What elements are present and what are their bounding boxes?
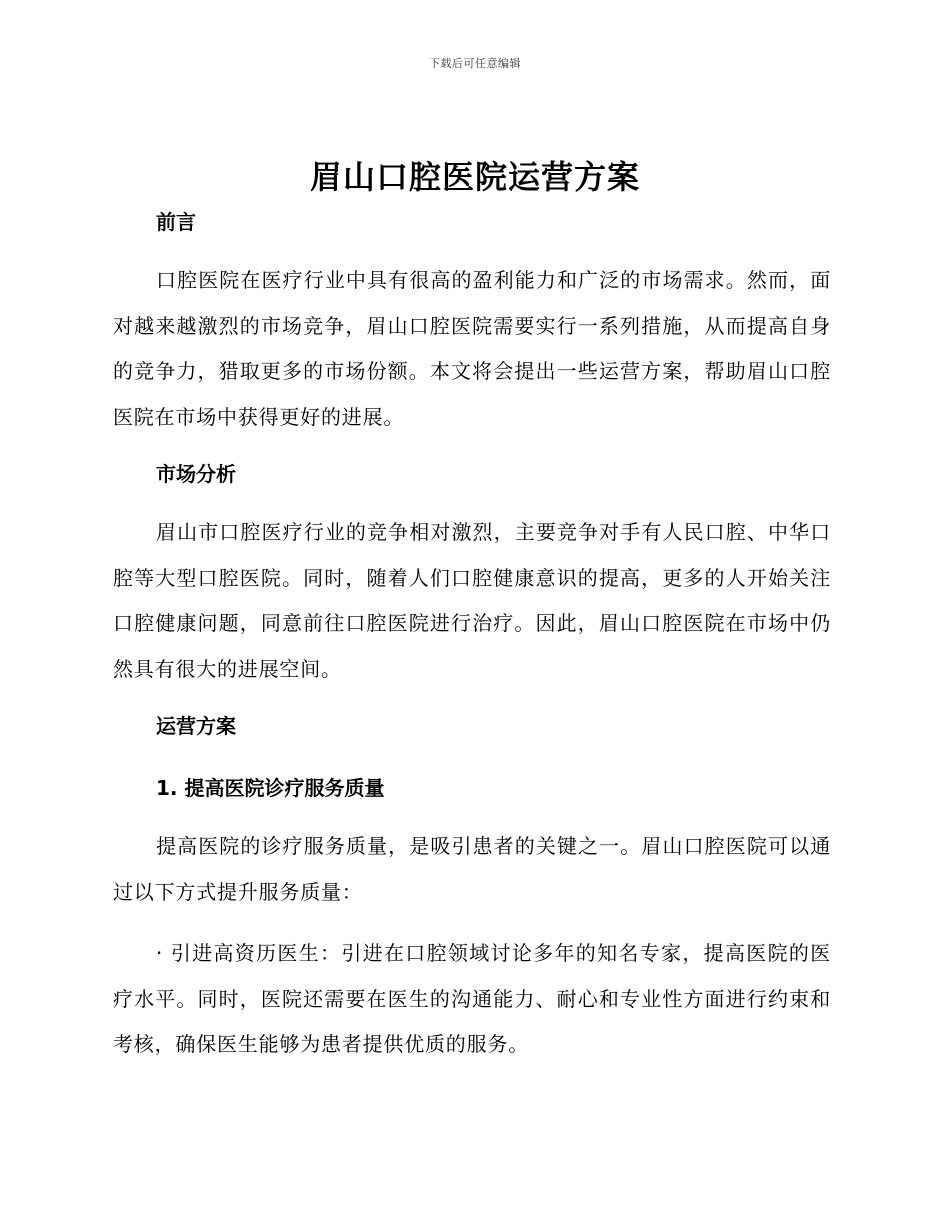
document-title: 眉山口腔医院运营方案 bbox=[309, 158, 640, 196]
market-analysis-heading: 市场分析 bbox=[156, 462, 236, 486]
preface-heading: 前言 bbox=[156, 210, 196, 234]
subsection-1-paragraph: 提高医院的诊疗服务质量，是吸引患者的关键之一。眉山口腔医院可以通过以下方式提升服务质量： bbox=[113, 834, 831, 904]
document-body bbox=[113, 204, 831, 1068]
market-analysis-paragraph: 眉山市口腔医疗行业的竞争相对激烈，主要竞争对手有人民口腔、中华口腔等大型口腔医院。同时，随着人们口腔健康意识的提高，更多的人开始关注口腔健康问题，同意前往口腔医院进行治疗。因此，眉山口腔医院在市场中仍然具有很大的进展空间。 bbox=[113, 520, 831, 681]
page-header-note: 下载后可任意编辑 bbox=[429, 57, 521, 70]
preface-paragraph: 口腔医院在医疗行业中具有很高的盈利能力和广泛的市场需求。然而，面对越来越激烈的市场竞争，眉山口腔医院需要实行一系列措施，从而提高自身的竞争力，猎取更多的市场份额。本文将会提出一些运营方案，帮助眉山口腔医院在市场中获得更好的进展。 bbox=[113, 268, 831, 429]
bullet-senior-doctors: · 引进高资历医生：引进在口腔领域讨论多年的知名专家，提高医院的医疗水平。同时，医院还需要在医生的沟通能力、耐心和专业性方面进行约束和考核，确保医生能够为患者提供优质的服务。 bbox=[113, 941, 831, 1056]
operation-plan-heading: 运营方案 bbox=[156, 714, 236, 738]
subsection-1-heading: 1. 提高医院诊疗服务质量 bbox=[156, 776, 385, 800]
